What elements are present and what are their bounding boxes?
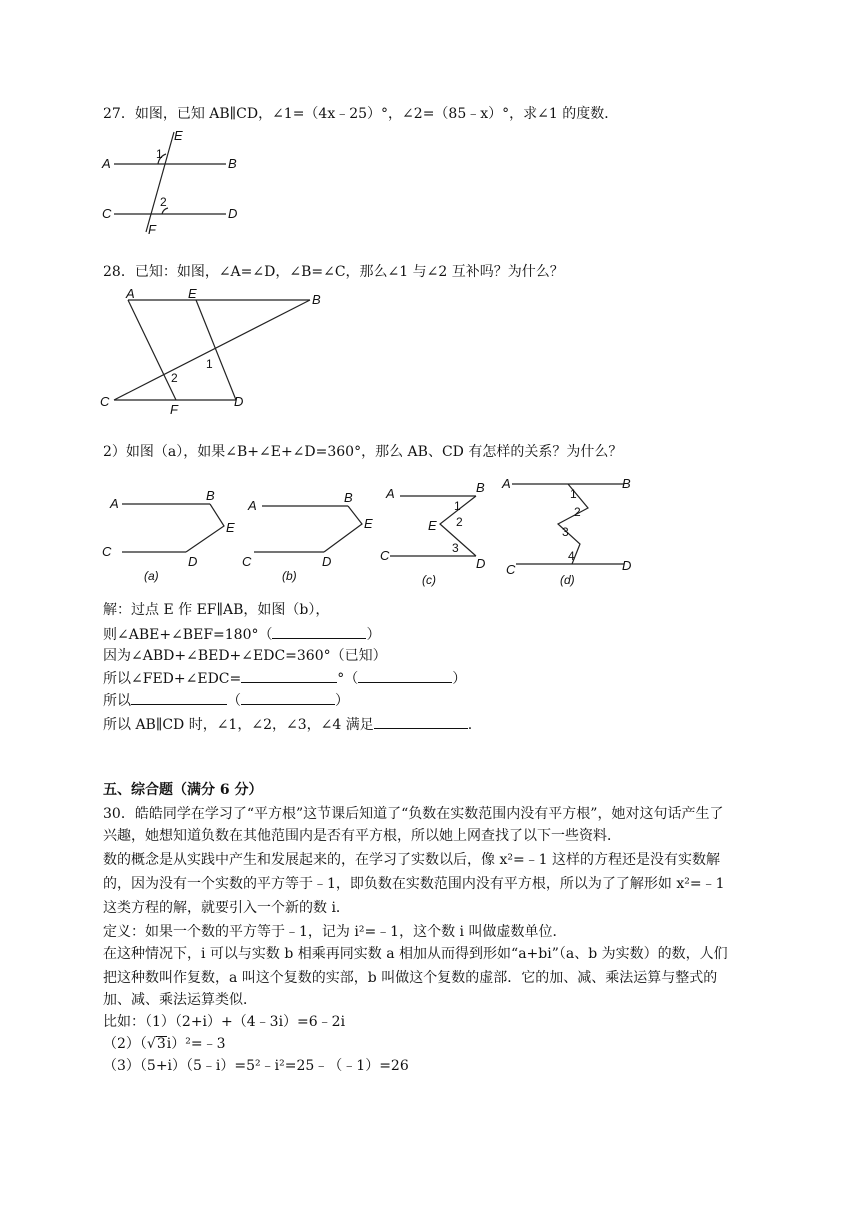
q27-label-A: A bbox=[102, 156, 111, 171]
solution-line-5-mid: （ bbox=[227, 693, 241, 709]
q28-text: 28．已知：如图，∠A=∠D，∠B=∠C，那么∠1 与∠2 互补吗？为什么？ bbox=[103, 264, 564, 280]
q28-label-A: A bbox=[126, 286, 135, 301]
q29b-label-D: D bbox=[322, 554, 332, 569]
solution-line-6-end: . bbox=[467, 717, 473, 733]
q27-label-C: C bbox=[102, 206, 112, 221]
q27-text: 27．如图，已知 AB∥CD，∠1=（4x﹣25）°，∠2=（85﹣x）°，求∠1 的度数． bbox=[103, 106, 619, 122]
solution-line-6-text: 所以 AB∥CD 时，∠1，∠2，∠3，∠4 满足 bbox=[103, 717, 374, 733]
q28-label-D: D bbox=[234, 394, 244, 409]
answer-blank[interactable] bbox=[374, 714, 468, 729]
solution-line-5 bbox=[103, 690, 349, 711]
q29c-label-1: 1 bbox=[454, 499, 461, 513]
q29-figure-d bbox=[500, 474, 640, 588]
paragraph-line: 加、减、乘法运算类似． bbox=[103, 992, 257, 1008]
paragraph-line: 在这种情况下，i 可以与实数 b 相乘再同实数 a 相加从而得到形如“a+bi”（a、b 为实数）的数，人们 bbox=[103, 946, 728, 962]
q27-label-E: E bbox=[174, 128, 183, 143]
q29d-label-D: D bbox=[622, 558, 632, 573]
q29a-label-D: D bbox=[188, 554, 198, 569]
q29d-label-C: C bbox=[506, 562, 516, 577]
solution-line-1: 解：过点 E 作 EF∥AB，如图（b）， bbox=[103, 602, 330, 618]
q27-label-1: 1 bbox=[156, 147, 163, 161]
q29-figure-c bbox=[380, 480, 500, 590]
solution-line-4-end: ） bbox=[452, 671, 467, 687]
section-heading: 五、综合题（满分 6 分） bbox=[103, 782, 263, 798]
answer-blank[interactable] bbox=[241, 668, 337, 683]
solution-line-3: 因为∠ABD+∠BED+∠EDC=360°（已知） bbox=[103, 648, 387, 664]
solution-line-4-text: 所以∠FED+∠EDC= bbox=[103, 671, 242, 687]
paragraph-line: 把这种数叫作复数，a 叫这个复数的实部，b 叫做这个复数的虚部．它的加、减、乘法运算与整式的 bbox=[103, 970, 718, 986]
q29c-label-E: E bbox=[428, 518, 437, 533]
q29a-label-A: A bbox=[110, 496, 119, 511]
q28-figure bbox=[100, 288, 340, 418]
q27-label-F: F bbox=[148, 222, 156, 237]
q27-label-B: B bbox=[228, 156, 237, 171]
q28-label-B: B bbox=[312, 292, 321, 307]
q29-text: 2）如图（a），如果∠B+∠E+∠D=360°，那么 AB、CD 有怎样的关系？为什么？ bbox=[103, 444, 623, 460]
q29b-label-C: C bbox=[242, 554, 252, 569]
q29b-caption: (b) bbox=[282, 569, 297, 583]
solution-line-4 bbox=[103, 668, 466, 689]
solution-line-5-end: ） bbox=[335, 693, 349, 709]
example-2-start: （2）（ bbox=[103, 1036, 147, 1052]
q29b-label-A: A bbox=[248, 498, 257, 513]
paragraph-line: 这类方程的解，就要引入一个新的数 i． bbox=[103, 900, 350, 916]
answer-blank[interactable] bbox=[131, 690, 227, 705]
q29d-caption: (d) bbox=[560, 573, 575, 587]
q29b-label-E: E bbox=[364, 516, 373, 531]
q29d-label-4: 4 bbox=[568, 549, 575, 563]
q29c-label-D: D bbox=[476, 556, 486, 571]
q29d-label-A: A bbox=[502, 476, 511, 491]
paragraph-line: 30．皓皓同学在学习了“平方根”这节课后知道了“负数在实数范围内没有平方根”，她对这句话产生了 bbox=[103, 806, 724, 822]
q29d-label-1: 1 bbox=[570, 487, 577, 501]
q28-label-2: 2 bbox=[171, 371, 178, 385]
paragraph-line: 数的概念是从实践中产生和发展起来的，在学习了实数以后，像 x²=﹣1 这样的方程还是没有实数解 bbox=[103, 852, 721, 868]
example-2: （2）（√3i）²=﹣3 bbox=[103, 1036, 226, 1052]
solution-line-6 bbox=[103, 714, 472, 735]
q29d-label-B: B bbox=[622, 476, 631, 491]
q27-label-D: D bbox=[228, 206, 238, 221]
q29b-label-B: B bbox=[344, 490, 353, 505]
q29a-label-B: B bbox=[206, 488, 215, 503]
paragraph-line: 的，因为没有一个实数的平方等于﹣1，即负数在实数范围内没有平方根，所以为了了解形如 x²=﹣1 bbox=[103, 876, 725, 892]
solution-line-2-text: 则∠ABE+∠BEF=180°（ bbox=[103, 627, 273, 643]
solution-line-5-text: 所以 bbox=[103, 693, 131, 709]
answer-blank[interactable] bbox=[241, 690, 335, 705]
solution-line-4-mid: °（ bbox=[337, 671, 359, 687]
q29d-label-3: 3 bbox=[562, 525, 569, 539]
q28-label-F: F bbox=[170, 402, 178, 417]
q29c-label-3: 3 bbox=[452, 541, 459, 555]
q29a-label-E: E bbox=[226, 520, 235, 535]
solution-line-2-end: ） bbox=[366, 627, 381, 643]
q27-label-2: 2 bbox=[160, 195, 167, 209]
sqrt-radicand: 3 bbox=[156, 1036, 166, 1052]
q29-figure-b bbox=[240, 488, 380, 588]
example-3: （3）（5+i）（5﹣i）=5²﹣i²=25﹣（﹣1）=26 bbox=[103, 1058, 409, 1074]
q28-label-E: E bbox=[188, 286, 197, 301]
q28-label-C: C bbox=[100, 394, 110, 409]
example-1: 比如：（1）（2+i）+（4﹣3i）=6﹣2i bbox=[103, 1014, 346, 1030]
q29c-caption: (c) bbox=[422, 573, 436, 587]
q29c-label-B: B bbox=[476, 480, 485, 495]
q28-label-1: 1 bbox=[206, 357, 213, 371]
q29c-label-2: 2 bbox=[456, 515, 463, 529]
paragraph-line: 兴趣，她想知道负数在其他范围内是否有平方根，所以她上网查找了以下一些资料． bbox=[103, 828, 621, 844]
q29a-caption: (a) bbox=[144, 569, 159, 583]
q29-figure-a bbox=[100, 488, 240, 588]
answer-blank[interactable] bbox=[272, 624, 366, 639]
q29c-label-C: C bbox=[380, 548, 390, 563]
q29a-label-C: C bbox=[102, 544, 112, 559]
example-2-end: i）²=﹣3 bbox=[166, 1036, 226, 1052]
solution-line-2 bbox=[103, 624, 380, 645]
q29c-label-A: A bbox=[386, 486, 395, 501]
paragraph-line: 定义：如果一个数的平方等于﹣1，记为 i²=﹣1，这个数 i 叫做虚数单位． bbox=[103, 924, 567, 940]
q29d-label-2: 2 bbox=[574, 505, 581, 519]
answer-blank[interactable] bbox=[358, 668, 452, 683]
q27-figure bbox=[100, 128, 250, 238]
